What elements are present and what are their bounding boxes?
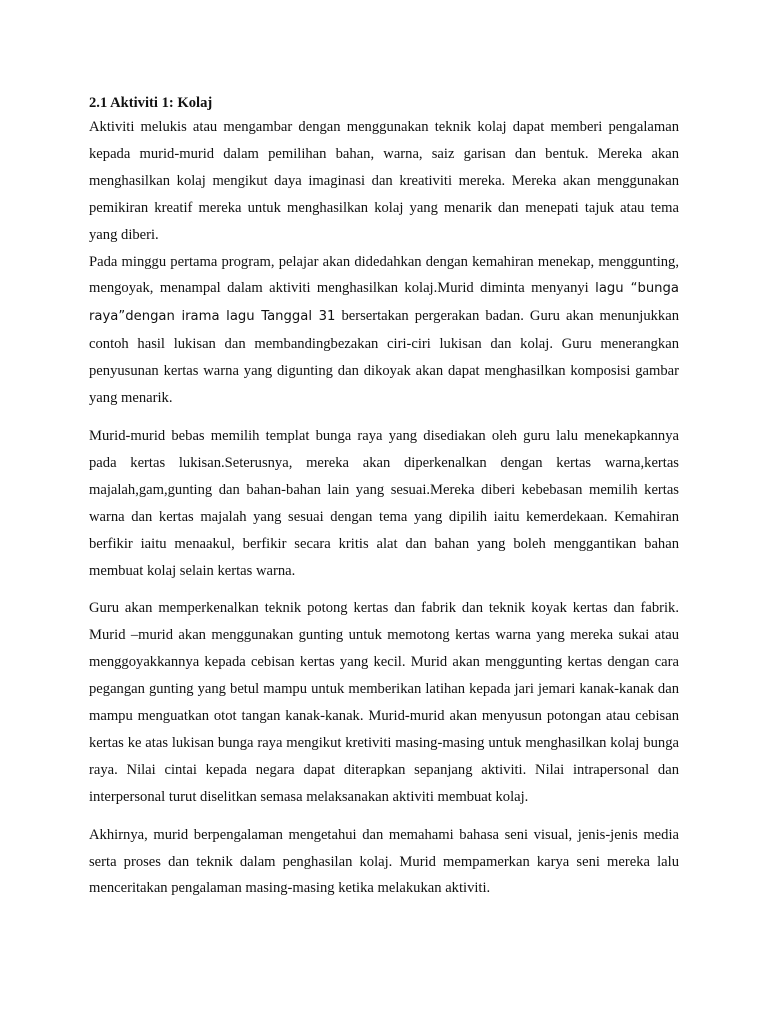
paragraph-conclusion: Akhirnya, murid berpengalaman mengetahui dan memahami bahasa seni visual, jenis-jenis media serta proses dan teknik dalam penghasilan kolaj. Murid mempamerkan karya seni mereka lalu menceritakan pengalaman masing-masing ketika melakukan aktiviti. — [89, 826, 679, 897]
section-heading: 2.1 Aktiviti 1: Kolaj — [89, 95, 213, 111]
document-page — [89, 92, 679, 902]
paragraph-templates: Murid-murid bebas memilih templat bunga raya yang disediakan oleh guru lalu menekapkannya pada kertas lukisan.Seterusnya, mereka akan diperkenalkan dengan kertas warna,kertas majalah,gam,gunting dan bahan-bahan lain yang sesuai.Mereka diberi kebebasan memilih kertas warna dan kertas majalah yang sesuai dengan tema yang dipilih iaitu kemerdekaan. Kemahiran berfikir iaitu menaakul, berfikir secara kritis alat dan bahan yang boleh menggantikan bahan membuat kolaj selain kertas warna. — [89, 427, 679, 579]
paragraph-week-one — [89, 249, 679, 412]
song-line: lagu “bunga raya”dengan irama lagu Tanggal 31 — [89, 281, 679, 325]
paragraph-techniques: Guru akan memperkenalkan teknik potong kertas dan fabrik dan teknik koyak kertas dan fabrik. Murid –murid akan menggunakan gunting untuk memotong kertas warna yang mereka sukai atau menggoyakkannya kepada cebisan kertas yang kecil. Murid akan menggunting kertas dengan cara pegangan gunting yang betul mampu untuk memberikan latihan kepada jari jemari kanak-kanak dan mampu menguatkan otot tangan kanak-kanak. Murid-murid akan menyusun potongan atau cebisan kertas ke atas lukisan bunga raya mengikut kretiviti masing-masing untuk menghasilkan kolaj bunga raya. Nilai cintai kepada negara dapat diterapkan sepanjang aktiviti. Nilai intrapersonal dan interpersonal turut diselitkan semasa melaksanakan aktiviti membuat kolaj. — [89, 600, 679, 805]
paragraph-week-one-text: Pada minggu pertama program, pelajar akan didedahkan dengan kemahiran menekap, menggunting, mengoyak, menampal dalam aktiviti menghasilkan kolaj.Murid diminta menyanyi — [89, 253, 679, 297]
paragraph-week-one-cont: bersertakan pergerakan badan. Guru akan menunjukkan contoh hasil lukisan dan membandingbezakan ciri-ciri lukisan dan kolaj. Guru menerangkan penyusunan kertas warna yang digunting dan dikoyak akan dapat menghasilkan komposisi gambar yang menarik. — [89, 308, 679, 407]
paragraph-intro: Aktiviti melukis atau mengambar dengan menggunakan teknik kolaj dapat memberi pengalaman kepada murid-murid dalam pemilihan bahan, warna, saiz garisan dan bentuk. Mereka akan menghasilkan kolaj mengikut daya imaginasi dan kreativiti mereka. Mereka akan menggunakan pemikiran kreatif mereka untuk menghasilkan kolaj yang menarik dan menepati tajuk atau tema yang diberi. — [89, 119, 679, 243]
